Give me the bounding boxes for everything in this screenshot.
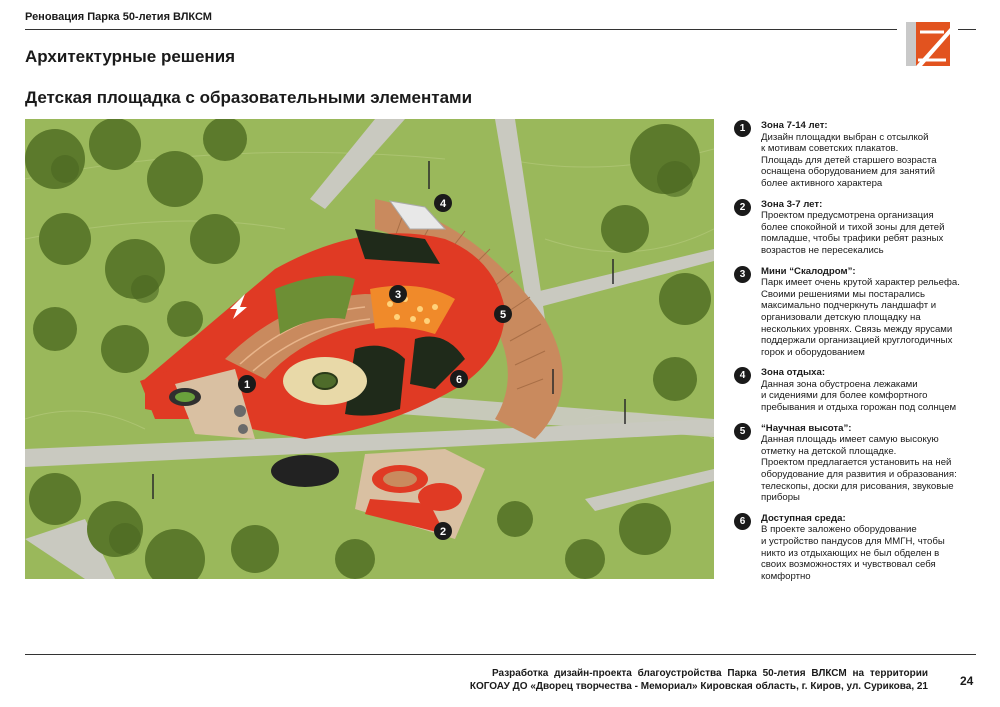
header-divider: [25, 29, 897, 30]
legend-description: Данная площадь имеет самую высокую отметку на детской площадке. Проектом предлагается установить на ней оборудование для развития и образования: телескопы, доски для рисования, звуковые приборы: [761, 434, 957, 504]
legend-heading: “Научная высота”:: [761, 422, 852, 434]
legend-number-badge: 4: [734, 367, 751, 384]
legend-description: Проектом предусмотрена организация более спокойной и тихой зоны для детей помладше, чтобы трафики ребят разных возрастов не пересекались: [761, 210, 945, 256]
legend-description: В проекте заложено оборудование и устройство пандусов для ММГН, чтобы никто из отдыхающих не был обделен в своих возможностях и чувствовал себя комфортно: [761, 524, 945, 582]
footer-description-line1: Разработка дизайн-проекта благоустройства Парка 50-летия ВЛКСМ на территории: [491, 668, 928, 679]
footer-description-line2: КОГОАУ ДО «Дворец творчества - Мемориал» Кировская область, г. Киров, ул. Сурикова, 21: [469, 681, 928, 692]
legend-heading: Зона 3-7 лет:: [761, 198, 823, 210]
legend-number-badge: 3: [734, 266, 751, 283]
legend-description: Данная зона обустроена лежаками и сидениями для более комфортного пребывания и отдыха горожан под солнцем: [761, 378, 957, 414]
footer-divider: [25, 654, 976, 655]
legend: [734, 120, 984, 591]
plan-marker-1: 1: [243, 379, 251, 391]
project-title: Реновация Парка 50-летия ВЛКСМ: [25, 11, 212, 23]
legend-heading: Доступная среда:: [761, 512, 846, 524]
legend-heading: Мини “Скалодром”:: [761, 265, 856, 277]
page-number: 24: [960, 674, 974, 688]
playground-plan-image: [25, 119, 714, 579]
legend-description: Дизайн площадки выбран с отсылкой к мотивам советских плакатов. Площадь для детей старшего возраста оснащена оборудованием для занятий более активного характера: [761, 131, 937, 189]
header-divider-right: [958, 29, 976, 30]
plan-marker-6: 6: [455, 374, 463, 386]
section-title: Архитектурные решения: [25, 47, 236, 66]
legend-number-badge: 1: [734, 120, 751, 137]
legend-item: [734, 266, 984, 359]
legend-heading: Зона отдыха:: [761, 367, 826, 379]
legend-number-badge: 6: [734, 513, 751, 530]
plan-marker-3: 3: [394, 289, 402, 301]
legend-item: [734, 423, 984, 504]
legend-item: [734, 120, 984, 190]
legend-heading: Зона 7-14 лет:: [761, 120, 828, 131]
legend-item: [734, 199, 984, 257]
legend-item: [734, 513, 984, 583]
plan-marker-4: 4: [439, 198, 447, 210]
plan-marker-5: 5: [499, 309, 507, 321]
plan-marker-2: 2: [439, 526, 447, 538]
logo: [904, 20, 952, 68]
legend-description: Парк имеет очень крутой характер рельефа. Своими решениями мы постарались максимально подчеркнуть ландшафт и организовали детскую площадку на нескольких уровнях. Связь между ярусами поддержали организацией круглогодичных горок и оборудованием: [761, 277, 960, 358]
legend-number-badge: 5: [734, 423, 751, 440]
legend-number-badge: 2: [734, 199, 751, 216]
legend-item: [734, 367, 984, 413]
page-subtitle: Детская площадка с образовательными элементами: [25, 88, 473, 107]
